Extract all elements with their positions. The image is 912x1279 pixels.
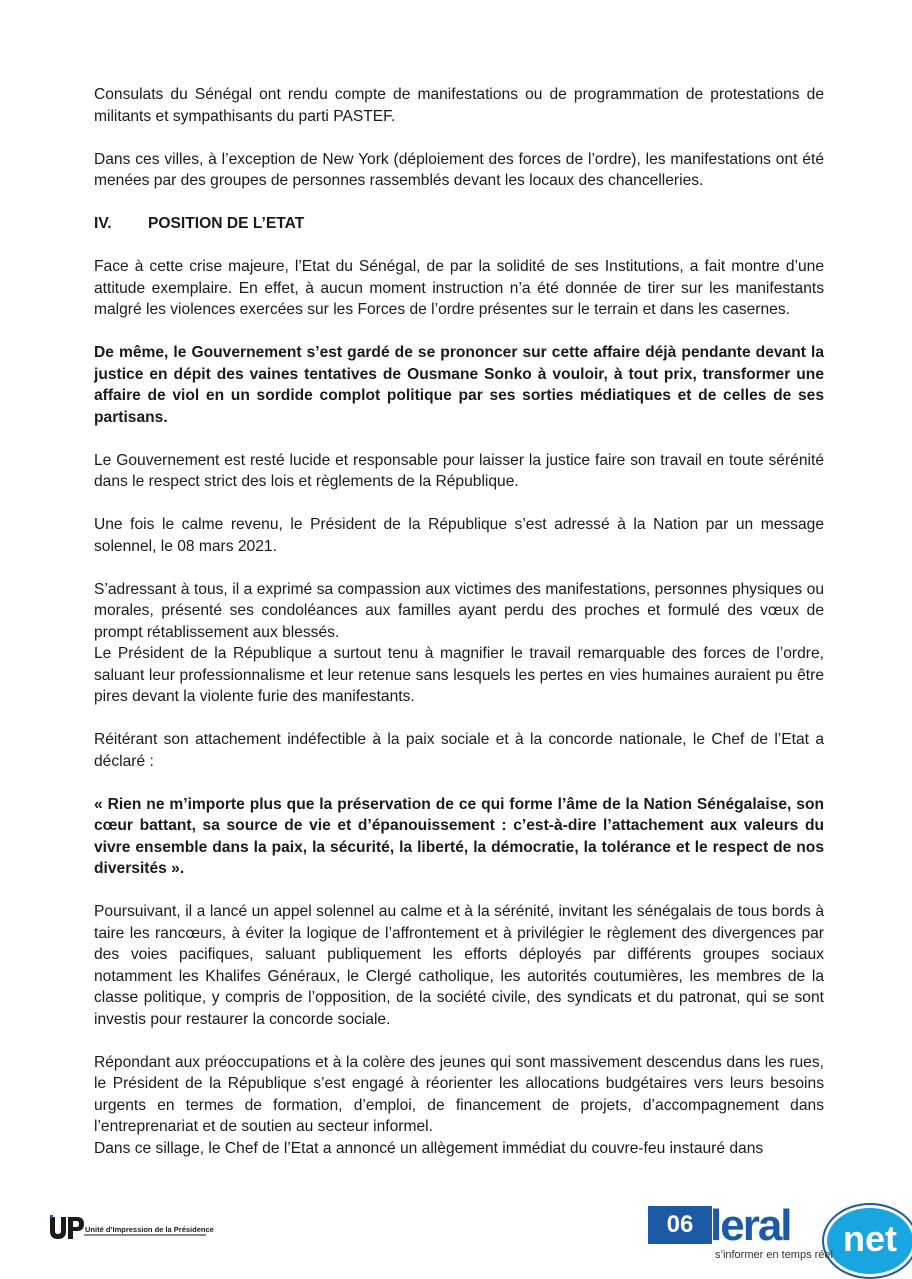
paragraph: Le Gouvernement est resté lucide et responsable pour laisser la justice faire son travail en toute sérénité dans le respect strict des lois et règlements de la République. — [94, 451, 824, 490]
paragraph: Le Président de la République a surtout tenu à magnifier le travail remarquable des forces de l’ordre, saluant leur professionnalisme et leur retenue sans lesquels les pertes en vies humaines auraient pu être pires devant la violente furie des manifestants. — [94, 645, 824, 705]
page-number: 06 — [648, 1206, 712, 1244]
paragraph: Réitérant son attachement indéfectible à la paix sociale et à la concorde nationale, le Chef de l’Etat a déclaré : — [94, 731, 824, 770]
paragraph: Poursuivant, il a lancé un appel solennel au calme et à la sérénité, invitant les sénégalais de tous bords à taire les rancœurs, à éviter la logique de l’affrontement et à privilégier le règlement des divergences par des voies pacifiques, saluant publiquement les efforts déployés par différents groupes sociaux notamment les Khalifes Généraux, le Clergé catholique, les autorités coutumières, les membres de la classe politique, y compris de l’opposition, de la société civile, des syndicats et du patronat, qui se sont investis pour restaurer la concorde sociale. — [94, 903, 824, 1028]
section-title: POSITION DE L’ETAT — [148, 215, 305, 232]
up-logo — [48, 1213, 214, 1241]
leral-logo-word: leral — [710, 1201, 791, 1250]
paragraph: Dans ces villes, à l’exception de New York (déploiement des forces de l’ordre), les manifestations ont été menées par des groupes de personnes rassemblés devant les locaux des chancelleries. — [94, 150, 824, 189]
up-logo-text: Unité d’Impression de la Présidence — [85, 1225, 214, 1234]
paragraph: Consulats du Sénégal ont rendu compte de manifestations ou de programmation de protestations de militants et sympathisants du parti PASTEF. — [94, 86, 824, 125]
quote-paragraph: « Rien ne m’importe plus que la préservation de ce qui forme l’âme de la Nation Sénégalaise, son cœur battant, sa source de vie et d’épanouissement : c’est-à-dire l’attachement aux valeurs du vivre ensemble dans la paix, la sécurité, la liberté, la démocratie, la tolérance et le respect de nos diversités ». — [94, 795, 824, 877]
paragraph: Répondant aux préoccupations et à la colère des jeunes qui sont massivement descendus dans les rues, le Président de la République s’est engagé à réorienter les allocations budgétaires vers leurs besoins urgents en termes de formation, d’emploi, de financement de projets, d’accompagnement dans l’entreprenariat et de soutien au secteur informel. — [94, 1053, 824, 1135]
leral-footer — [648, 1201, 910, 1279]
section-number: IV. — [94, 215, 112, 232]
paragraph: Dans ce sillage, le Chef de l’Etat a annoncé un allègement immédiat du couvre-feu instauré dans — [94, 1139, 764, 1157]
paragraph: S’adressant à tous, il a exprimé sa compassion aux victimes des manifestations, personnes physiques ou morales, présenté ses condoléances aux familles ayant perdu des proches et formulé des vœux de prompt rétablissement aux blessés. — [94, 580, 824, 641]
bold-paragraph: De même, le Gouvernement s’est gardé de se prononcer sur cette affaire déjà pendante devant la justice en dépit des vaines tentatives de Ousmane Sonko à vouloir, à tout prix, transformer une affaire de viol en un sordide complot politique par ses sorties médiatiques et de celles de ses partisans. — [94, 344, 824, 426]
document-body — [94, 84, 824, 1159]
section-heading — [94, 213, 824, 235]
tagline: s’informer en temps réel — [715, 1249, 833, 1261]
paragraph: Une fois le calme revenu, le Président de la République s’est adressé à la Nation par un message solennel, le 08 mars 2021. — [94, 516, 824, 555]
net-badge: net — [824, 1205, 912, 1277]
paragraph: Face à cette crise majeure, l’Etat du Sénégal, de par la solidité de ses Institutions, a fait montre d’une attitude exemplaire. En effet, à aucun moment instruction n’a été donnée de tirer sur les manifestants malgré les violences exercées sur les Forces de l’ordre présentes sur le terrain et dans les casernes. — [94, 258, 824, 318]
